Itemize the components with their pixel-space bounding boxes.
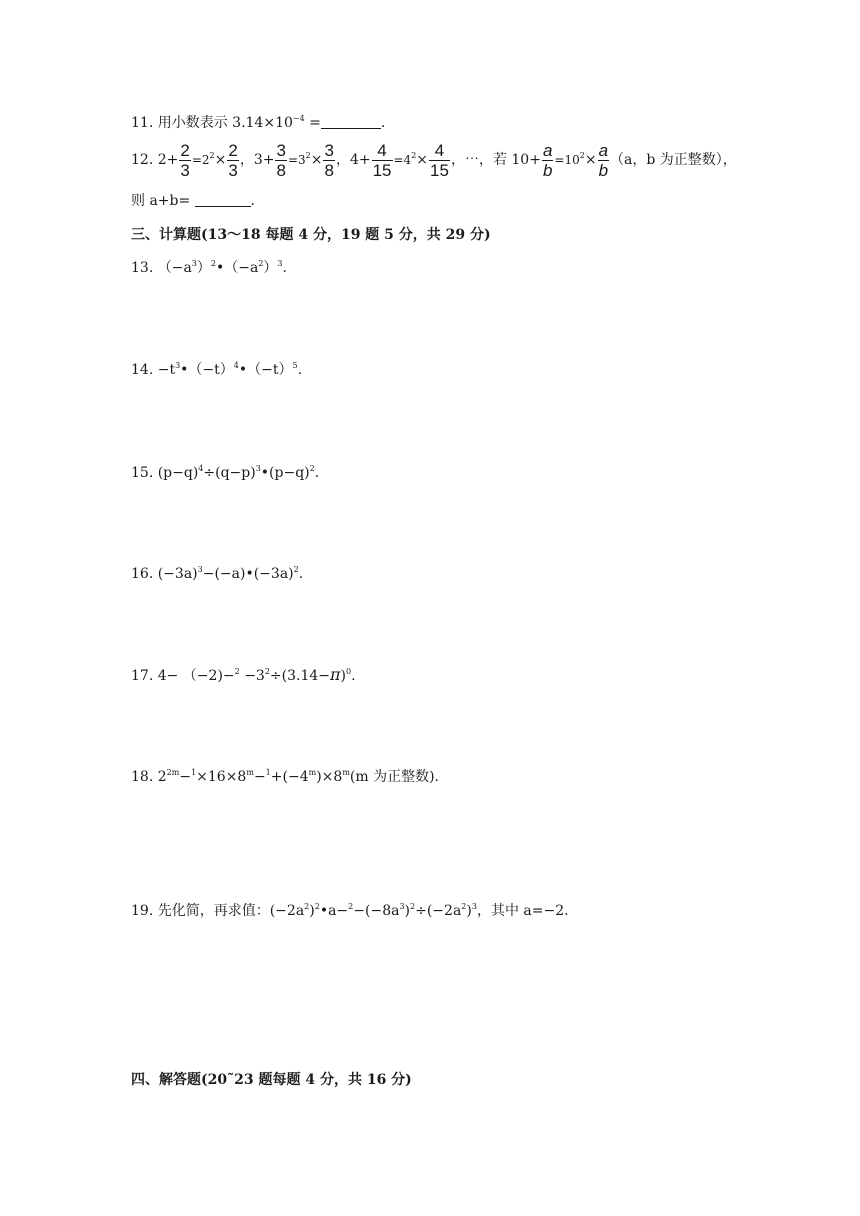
exponent: 3 <box>471 902 477 911</box>
q12-answer-blank[interactable] <box>195 193 251 207</box>
q12-fraction <box>429 141 450 180</box>
fraction-numerator: a <box>598 140 609 160</box>
q12-term: 3+ <box>253 152 275 168</box>
expr-part: •（−t） <box>180 362 234 378</box>
q11-exponent: −4 <box>292 114 305 123</box>
q12-exponent: 2 <box>209 151 215 160</box>
exponent: 3 <box>197 565 203 574</box>
q12-term: ，⋯，若 10+ <box>450 152 541 168</box>
expr-part: ） <box>263 260 278 276</box>
q14-number: 14. <box>131 362 154 378</box>
period: . <box>298 566 304 582</box>
question-15 <box>131 463 319 483</box>
expr-part: (−3a) <box>157 566 198 582</box>
q11-answer-blank[interactable] <box>321 115 381 129</box>
exponent: m <box>342 768 350 777</box>
q12-fraction <box>179 141 190 180</box>
q17-number: 17. <box>131 668 154 684</box>
question-13 <box>131 258 287 278</box>
fraction-denominator: 8 <box>324 160 334 180</box>
q12-times: × <box>416 152 429 168</box>
q12-period: . <box>250 193 256 209</box>
question-18 <box>131 767 439 787</box>
expr-part: −(−a)•(−3a) <box>202 566 294 582</box>
exponent: m <box>246 768 254 777</box>
question-16 <box>131 564 303 584</box>
question-17 <box>131 665 356 686</box>
fraction-denominator: b <box>542 160 553 180</box>
q12-exponent: 2 <box>411 151 417 160</box>
fraction-numerator: 2 <box>228 140 238 160</box>
expr-part: •（−t） <box>238 362 293 378</box>
fraction-denominator: 3 <box>180 160 190 180</box>
expr-part: ÷(−2a <box>415 903 462 919</box>
question-11 <box>131 113 385 133</box>
q12-term: =3 <box>287 153 306 167</box>
question-12-line2 <box>131 191 255 211</box>
exponent: 3 <box>191 259 197 268</box>
q12-times: × <box>584 152 597 168</box>
expr-part: ÷(3.14− <box>269 668 331 684</box>
expr-part: )×8 <box>316 769 343 785</box>
fraction-numerator: 2 <box>180 140 190 160</box>
exponent: 2 <box>293 565 299 574</box>
expr-part: −3 <box>244 668 265 684</box>
exponent: 5 <box>292 361 298 370</box>
exponent: 2 <box>461 902 467 911</box>
expr-part: ，其中 a=−2. <box>476 903 569 919</box>
exponent: 1 <box>191 768 197 777</box>
q12-condition: （a，b 为正整数）， <box>610 152 737 168</box>
q12-fraction <box>542 141 553 180</box>
expr-part: (m 为正整数). <box>349 769 440 785</box>
exponent: 2 <box>309 464 315 473</box>
exponent: 2 <box>314 902 320 911</box>
expr-part: •a− <box>319 903 349 919</box>
question-19 <box>131 901 569 921</box>
exponent: 3 <box>399 902 405 911</box>
exponent: 0 <box>346 667 352 676</box>
q19-number: 19. <box>131 903 154 919</box>
q12-term: =4 <box>393 153 412 167</box>
q12-exponent: 2 <box>305 151 311 160</box>
q12-exponent: 2 <box>579 151 585 160</box>
q12-number: 12. <box>131 152 154 168</box>
fraction-denominator: 8 <box>276 160 286 180</box>
exponent: 4 <box>198 464 204 473</box>
q12-term: =2 <box>191 153 210 167</box>
fraction-denominator: 15 <box>430 160 449 180</box>
expr-part: ÷(q−p) <box>203 465 256 481</box>
exponent: 2m <box>166 768 180 777</box>
expr-part: +(−4 <box>270 769 309 785</box>
expr-part: ) <box>309 903 315 919</box>
exponent: 2 <box>304 902 310 911</box>
expr-part: ) <box>340 668 347 684</box>
exponent: 3 <box>255 464 261 473</box>
exponent: 2 <box>264 667 270 676</box>
period: . <box>351 668 356 684</box>
q12-fraction <box>372 141 393 180</box>
q15-number: 15. <box>131 465 154 481</box>
fraction-denominator: 15 <box>372 160 392 180</box>
exponent: 2 <box>234 667 240 676</box>
q11-text: 用小数表示 3.14×10 <box>157 115 293 131</box>
expr-part: ) <box>404 903 411 919</box>
question-12 <box>131 138 737 182</box>
exponent: 2 <box>348 902 354 911</box>
fraction-numerator: 4 <box>377 140 387 160</box>
exponent: 2 <box>410 902 416 911</box>
q12-prompt: 则 a+b= <box>131 193 195 209</box>
q12-separator: ， <box>335 152 350 168</box>
q16-number: 16. <box>131 566 154 582</box>
q13-number: 13. <box>131 260 154 276</box>
fraction-numerator: 4 <box>434 140 445 160</box>
expr-part: −(−8a <box>353 903 400 919</box>
fraction-denominator: b <box>598 160 609 180</box>
question-14 <box>131 360 302 380</box>
q12-fraction <box>323 141 334 180</box>
fraction-denominator: 3 <box>228 160 238 180</box>
expr-part: 先化简，再求值：(−2a <box>157 903 305 919</box>
expr-part: ×16×8 <box>196 769 247 785</box>
q11-period: . <box>380 115 386 131</box>
period: . <box>282 260 287 276</box>
expr-part: −t <box>157 362 176 378</box>
exponent: m <box>308 768 317 777</box>
expr-part: 4− （−2)− <box>157 668 235 684</box>
q12-term: =10 <box>554 153 580 167</box>
period: . <box>314 465 320 481</box>
fraction-numerator: 3 <box>324 140 334 160</box>
exponent: 3 <box>175 361 181 370</box>
q18-number: 18. <box>131 769 154 785</box>
expr-part: ) <box>466 903 472 919</box>
section-3-heading: 三、计算题(13～18 每题 4 分，19 题 5 分，共 29 分) <box>131 227 491 243</box>
expr-part: − <box>179 769 192 785</box>
fraction-numerator: 3 <box>276 140 286 160</box>
expr-part: − <box>253 769 266 785</box>
q12-term: 4+ <box>349 152 371 168</box>
pi-symbol: π <box>330 665 341 684</box>
q11-equals: = <box>309 115 321 131</box>
expr-part: ） <box>196 260 211 276</box>
expr-part: （−a <box>157 260 192 276</box>
q12-term: 2+ <box>157 152 179 168</box>
exponent: 2 <box>210 259 216 268</box>
q12-fraction <box>275 141 286 180</box>
exponent: 3 <box>277 259 283 268</box>
q12-separator: ， <box>239 152 254 168</box>
expr-part: •（−a <box>215 260 259 276</box>
q12-fraction <box>227 141 238 180</box>
fraction-numerator: a <box>542 140 553 160</box>
expr-part: •(p−q) <box>260 465 310 481</box>
expr-part: 2 <box>157 769 167 785</box>
q12-times: × <box>214 152 227 168</box>
q12-fraction <box>598 141 609 180</box>
period: . <box>297 362 303 378</box>
q12-times: × <box>310 152 323 168</box>
exponent: 4 <box>233 361 239 370</box>
exponent: 1 <box>265 768 271 777</box>
expr-part: (p−q) <box>157 465 199 481</box>
q11-number: 11. <box>131 115 154 131</box>
section-4-heading: 四、解答题(20˜23 题每题 4 分，共 16 分) <box>131 1072 412 1088</box>
exponent: 2 <box>258 259 264 268</box>
